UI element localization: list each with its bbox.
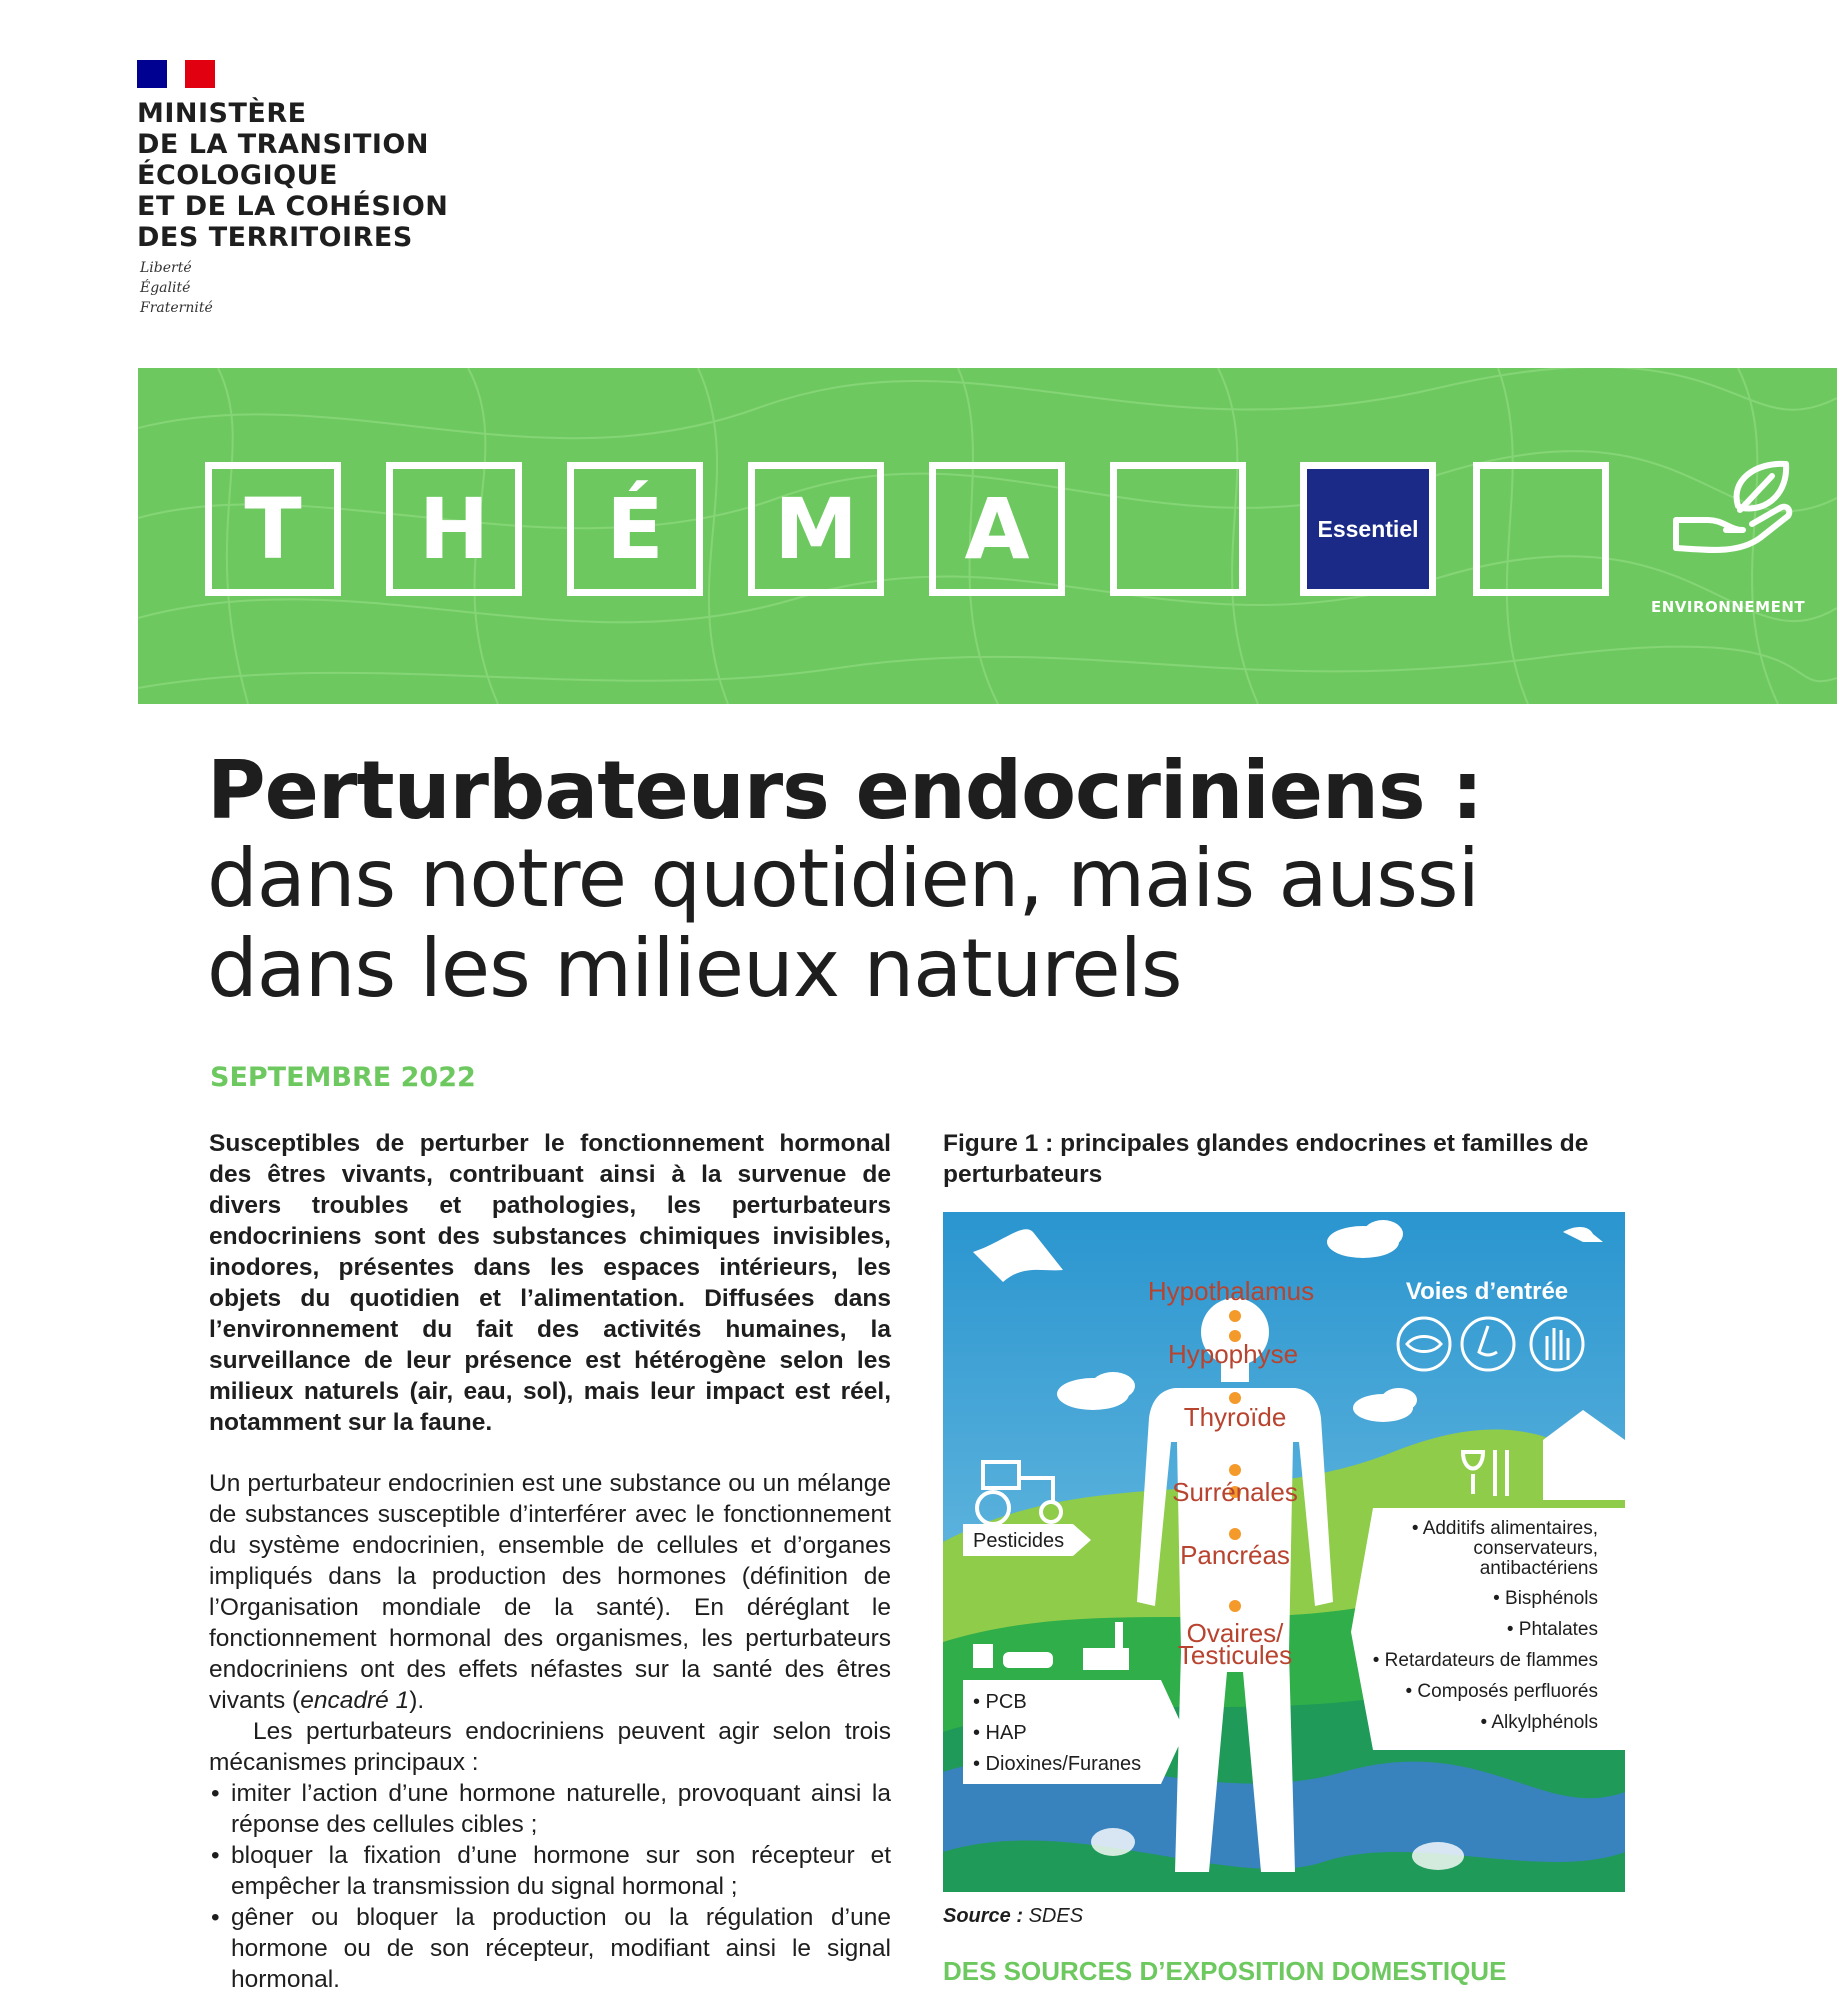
hand-leaf-icon xyxy=(1668,458,1798,578)
paragraph-text: Un perturbateur endocrinien est une substance ou un mélange de substances susceptible d’interférer avec le fonctionnement du système endocrinien, ensemble de cellules et d’organes impliqués dans la production des hormones (définition de l’Organisation mondiale de la santé). En déréglant le fonctionnement hormonal des organismes, les perturbateurs endocriniens ont des effets néfastes sur la santé des êtres vivants ( xyxy=(209,1470,891,1714)
source-label: Source : xyxy=(943,1905,1024,1927)
source-value: SDES xyxy=(1028,1905,1084,1927)
list-item: • bloquer la fixation d’une hormone sur son récepteur et empêcher la transmission du signal hormonal ; xyxy=(209,1840,891,1902)
thema-letter: A xyxy=(929,462,1065,596)
thema-letter: M xyxy=(748,462,884,596)
french-flag-logo xyxy=(137,60,215,88)
page-subtitle xyxy=(207,834,1479,1014)
motto-line: Fraternité xyxy=(140,300,213,316)
motto-line: Égalité xyxy=(140,280,191,296)
thema-empty-box xyxy=(1110,462,1246,596)
thema-letter: T xyxy=(205,462,341,596)
paragraph-text: ). xyxy=(409,1687,425,1714)
thema-letter: É xyxy=(567,462,703,596)
list-item: • imiter l’action d’une hormone naturelle, provoquant ainsi la réponse des cellules cibles ; xyxy=(209,1778,891,1840)
box-reference: encadré 1 xyxy=(300,1687,410,1714)
ministry-name xyxy=(137,98,448,253)
entry-title: Voies d’entrée xyxy=(1405,1278,1569,1305)
paragraph xyxy=(209,1468,891,1716)
motto-line: Liberté xyxy=(140,260,192,276)
page-title: Perturbateurs endocriniens : xyxy=(207,744,1483,837)
organ-label: Ovaires/ xyxy=(1186,1618,1284,1648)
figure-title: Figure 1 : principales glandes endocrines et familles de perturbateurs xyxy=(943,1130,1589,1188)
subtitle-line: dans notre quotidien, mais aussi xyxy=(207,832,1479,925)
figure-source xyxy=(943,1905,1083,1928)
ministry-line: DES TERRITOIRES xyxy=(137,222,413,253)
pollutant-item: • Alkylphénols xyxy=(1480,1712,1598,1733)
fish-icon xyxy=(1091,1828,1135,1856)
pollutant-item: • Composés perfluorés xyxy=(1405,1681,1598,1702)
pollutant-item: • HAP xyxy=(973,1722,1027,1744)
section-heading: DES SOURCES D’EXPOSITION DOMESTIQUE xyxy=(943,1956,1507,1986)
thema-letter: H xyxy=(386,462,522,596)
pollutant-item: antibactériens xyxy=(1479,1558,1598,1579)
organ-label: Hypophyse xyxy=(1167,1339,1299,1369)
pollutant-item: • Bisphénols xyxy=(1493,1588,1598,1609)
pollutant-item: • Additifs alimentaires, xyxy=(1411,1518,1598,1539)
lead-paragraph: Susceptibles de perturber le fonctionnement hormonal des êtres vivants, contribuant ainsi à la survenue de divers troubles et pathologies, les perturbateurs endocriniens sont des substances chimiques invisibles, inodores, présentes dans les espaces intérieurs, les objets du quotidien et l’alimentation. Diffusées dans l’environnement du fait des activités humaines, la surveillance de leur présence est hétérogène selon les milieux naturels (air, eau, sol), mais leur impact est réel, notamment sur la faune. xyxy=(209,1130,891,1436)
pollutant-item: • Retardateurs de flammes xyxy=(1372,1650,1598,1671)
organ-label: Thyroïde xyxy=(1183,1402,1287,1432)
list-item: • gêner ou bloquer la production ou la régulation d’une hormone ou de son récepteur, modifiant ainsi le signal hormonal. xyxy=(209,1902,891,1995)
organ-label: Testicules xyxy=(1177,1640,1293,1670)
thema-banner xyxy=(138,368,1837,704)
pollutant-item: • PCB xyxy=(973,1691,1027,1713)
figure-illustration xyxy=(943,1212,1625,1892)
ministry-line: ÉCOLOGIQUE xyxy=(137,160,338,191)
organ-label: Surrénales xyxy=(1172,1477,1298,1507)
mechanism-list xyxy=(209,1778,891,1995)
organ-label: Hypothalamus xyxy=(1147,1276,1315,1306)
essentiel-badge: Essentiel xyxy=(1300,462,1436,596)
ministry-line: DE LA TRANSITION xyxy=(137,129,429,160)
ministry-line: ET DE LA COHÉSION xyxy=(137,191,449,222)
ministry-line: MINISTÈRE xyxy=(137,98,307,129)
pollutant-item: • Dioxines/Furanes xyxy=(973,1753,1142,1775)
publication-date: SEPTEMBRE 2022 xyxy=(210,1062,476,1093)
pollutant-item: conservateurs, xyxy=(1473,1538,1598,1559)
paragraph: Les perturbateurs endocriniens peuvent agir selon trois mécanismes principaux : xyxy=(209,1718,891,1776)
category-label: ENVIRONNEMENT xyxy=(1651,598,1806,616)
republic-motto xyxy=(140,258,213,318)
pollutant-item: • Phtalates xyxy=(1506,1619,1598,1640)
pesticides-label: Pesticides xyxy=(973,1530,1065,1552)
organ-label: Pancréas xyxy=(1180,1540,1290,1570)
thema-empty-box xyxy=(1473,462,1609,596)
subtitle-line: dans les milieux naturels xyxy=(207,922,1182,1015)
frog-icon xyxy=(1412,1842,1464,1870)
body-text xyxy=(209,1468,891,1995)
